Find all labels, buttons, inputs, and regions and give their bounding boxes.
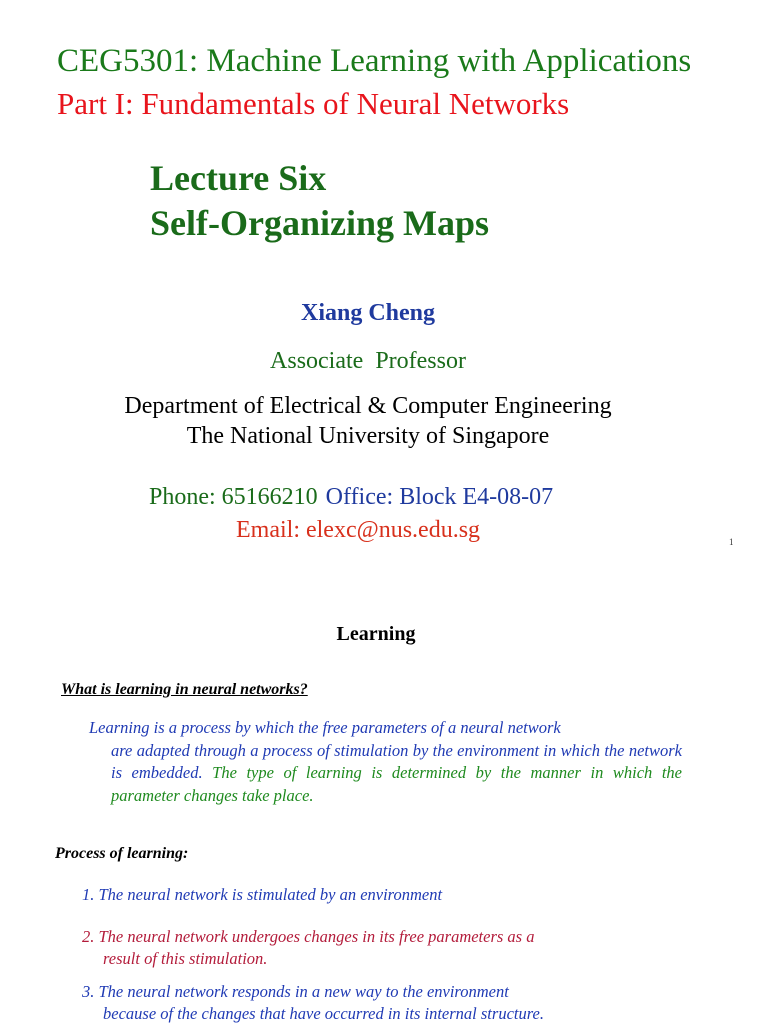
- definition-line-1: Learning is a process by which the free parameters of a neural network: [89, 718, 561, 737]
- question-heading: What is learning in neural networks?: [61, 681, 308, 698]
- office-location: Office: Block E4-08-07: [325, 484, 554, 510]
- step-1-line-1: 1. The neural network is stimulated by an environment: [82, 885, 443, 904]
- page-number: 1: [729, 537, 734, 547]
- process-heading: Process of learning:: [55, 845, 189, 862]
- step-3-line-2: because of the changes that have occurred in its internal structure.: [103, 1004, 544, 1023]
- process-step-3: [82, 981, 642, 1025]
- definition-blue-text: are adapted through a process of stimulation by the environment in which the network is embedded.: [111, 740, 682, 782]
- contact-row: [149, 484, 553, 511]
- department: Department of Electrical & Computer Engineering: [124, 393, 612, 419]
- author-name: Xiang Cheng: [300, 300, 436, 326]
- definition-green-text: The type of learning is determined by the manner in which the parameter changes take place.: [111, 763, 682, 805]
- section-heading: Learning: [336, 623, 416, 645]
- step-2-line-2: result of this stimulation.: [103, 949, 268, 968]
- step-3-line-1: 3. The neural network responds in a new way to the environment: [82, 982, 509, 1001]
- step-2-line-1: 2. The neural network undergoes changes in its free parameters as a: [82, 927, 535, 946]
- process-step-1: [82, 884, 642, 906]
- phone-number: Phone: 65166210: [149, 484, 318, 510]
- part-title: Part I: Fundamentals of Neural Networks: [57, 86, 570, 121]
- lecture-number: Lecture Six: [150, 158, 327, 198]
- email-address[interactable]: Email: elexc@nus.edu.sg: [236, 517, 481, 543]
- learning-definition: [89, 717, 682, 807]
- author-title: Associate Professor: [270, 348, 466, 374]
- university: The National University of Singapore: [186, 423, 550, 449]
- lecture-topic: Self-Organizing Maps: [150, 203, 489, 243]
- course-title: CEG5301: Machine Learning with Applications: [57, 43, 692, 79]
- process-step-2: [82, 926, 642, 970]
